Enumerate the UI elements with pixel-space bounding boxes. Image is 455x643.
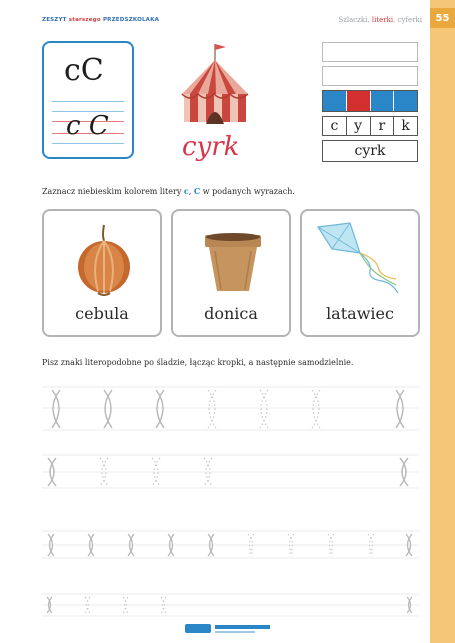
tracing-row-1[interactable] — [42, 384, 418, 424]
letter-scheme — [322, 116, 418, 136]
letter-cell: y — [347, 117, 371, 135]
sound-scheme — [322, 90, 418, 112]
page-number: 55 — [430, 8, 455, 28]
letter-cell: k — [401, 118, 410, 134]
publisher-logo — [185, 622, 275, 636]
series-word-3: PRZEDSZKOLAKA — [102, 17, 160, 23]
script-letters: c C — [66, 111, 109, 141]
series-title — [42, 17, 159, 23]
picture-card-cebula[interactable] — [42, 209, 162, 337]
scheme-word: cyrk — [322, 140, 418, 162]
series-word-1: ZESZYT — [42, 17, 67, 23]
section-suffix: , cyferki — [393, 16, 422, 24]
circus-tent-icon — [176, 42, 254, 130]
sentence-box[interactable] — [322, 42, 418, 62]
card-label: donica — [204, 304, 258, 323]
script-word: cyrk — [182, 132, 240, 162]
section-prefix: Szlaczki, — [338, 16, 372, 24]
tracing-row-2[interactable] — [42, 452, 418, 492]
tracing-row-3[interactable] — [42, 528, 418, 568]
word-box[interactable] — [322, 66, 418, 86]
consonant-cell — [323, 91, 347, 111]
kite-icon — [312, 219, 402, 299]
ruling-line — [52, 101, 124, 102]
letter-c-big: C — [193, 186, 201, 196]
consonant-cell — [394, 91, 417, 111]
card-label: latawiec — [326, 304, 394, 323]
vowel-cell — [347, 91, 371, 111]
section-title — [338, 16, 422, 24]
picture-card-donica[interactable] — [171, 209, 291, 337]
tracing-pattern — [42, 528, 418, 562]
picture-card-latawiec[interactable] — [300, 209, 420, 337]
letter-c-small: c — [183, 186, 189, 196]
instruction-2: Pisz znaki literopodobne po śladzie, łącząc kropki, a następnie samodzielnie. — [42, 358, 354, 367]
tracing-pattern — [42, 592, 418, 618]
consonant-cell — [371, 91, 395, 111]
letter-cell: r — [371, 117, 395, 135]
ruling-line — [52, 143, 124, 144]
print-letters: cC — [64, 53, 104, 88]
series-word-2: starszego — [68, 17, 101, 23]
section-highlight: literki — [371, 16, 394, 24]
flower-pot-icon — [193, 221, 273, 297]
side-stripe — [430, 0, 455, 643]
instruction-text-end: w podanych wyrazach. — [200, 187, 295, 196]
tracing-pattern — [42, 384, 418, 434]
instruction-comma: , — [188, 187, 194, 196]
instruction-text: Zaznacz niebieskim kolorem litery — [42, 187, 184, 196]
letter-cell: c — [323, 117, 347, 135]
tracing-pattern — [42, 452, 418, 492]
onion-icon — [64, 221, 144, 297]
letter-card — [42, 41, 134, 159]
card-label: cebula — [75, 304, 129, 323]
instruction-1 — [42, 186, 295, 196]
